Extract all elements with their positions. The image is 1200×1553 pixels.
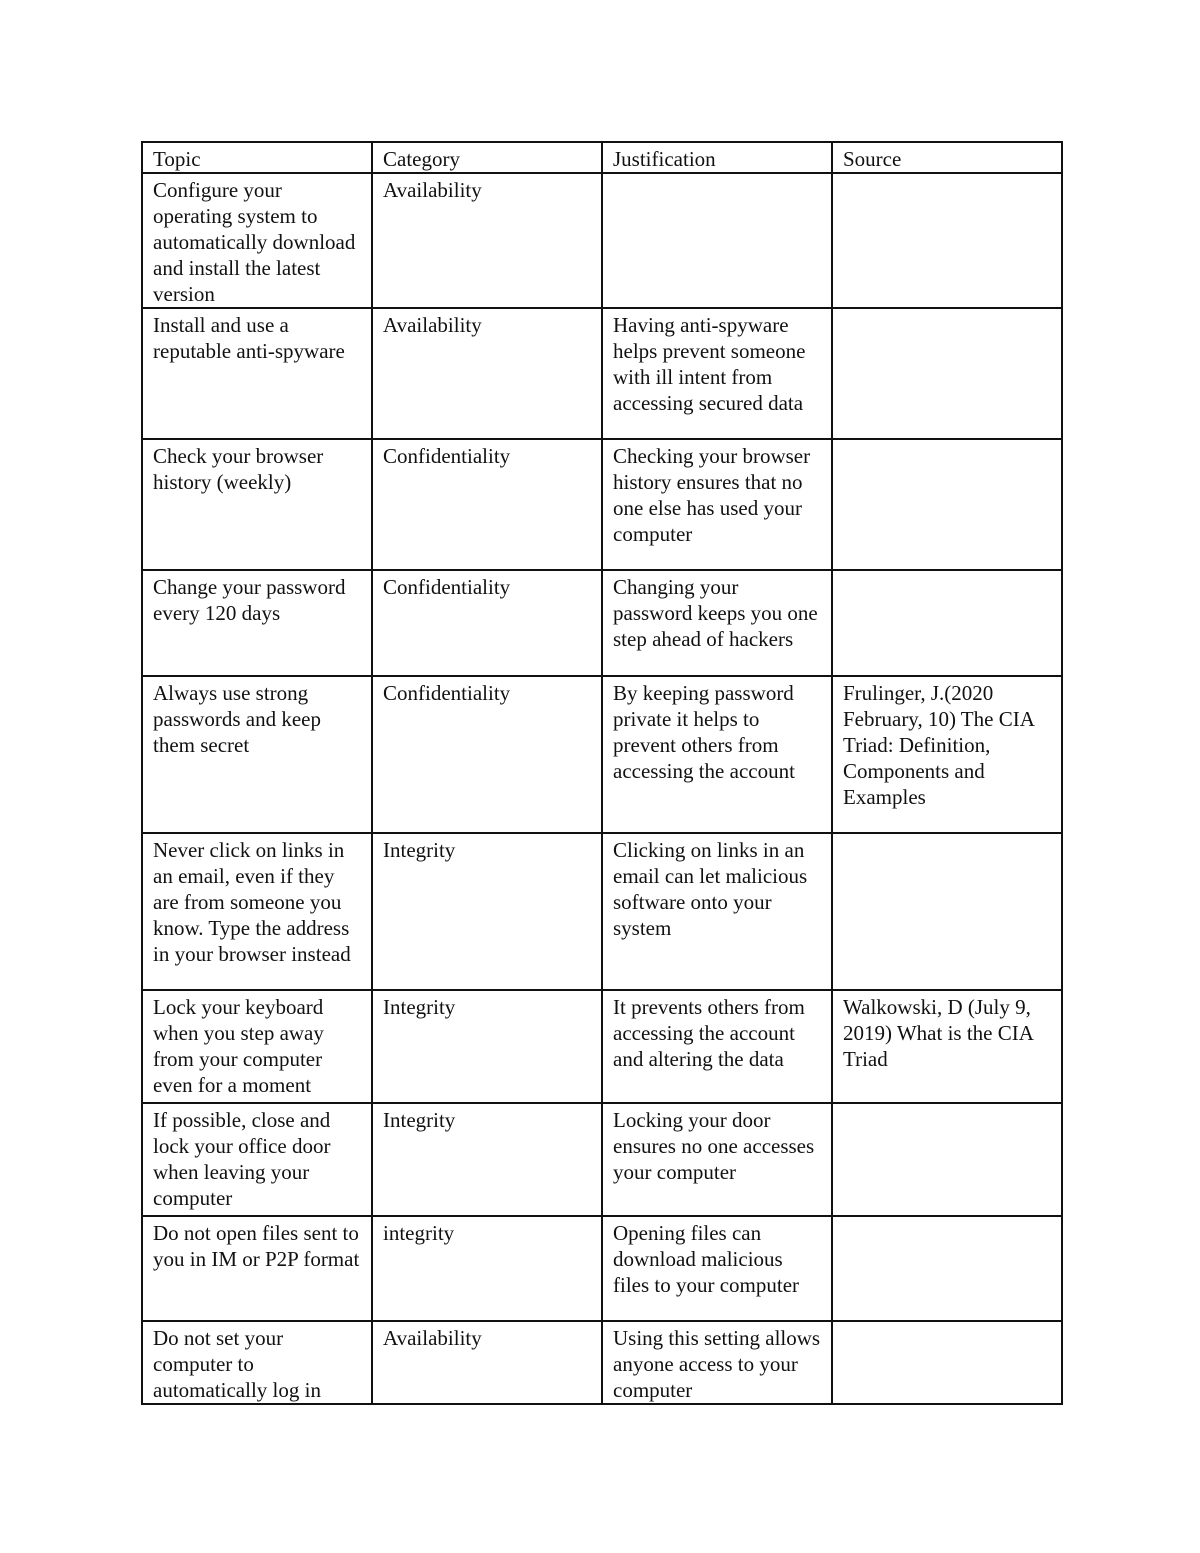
- source-cell: [832, 1321, 1062, 1404]
- category-cell: Availability: [372, 173, 602, 308]
- topic-cell: Change your password every 120 days: [142, 570, 372, 676]
- source-cell: [832, 1216, 1062, 1321]
- source-cell: [832, 1103, 1062, 1216]
- justification-cell: Checking your browser history ensures that no one else has used your computer: [602, 439, 832, 570]
- table-row: [142, 570, 1062, 676]
- topic-cell: Check your browser history (weekly): [142, 439, 372, 570]
- category-cell: Integrity: [372, 990, 602, 1103]
- header-topic: Topic: [142, 142, 372, 173]
- source-cell: Frulinger, J.(2020 February, 10) The CIA Triad: Definition, Components and Examples: [832, 676, 1062, 833]
- table-row: [142, 1103, 1062, 1216]
- justification-cell: Having anti-spyware helps prevent someone with ill intent from accessing secured data: [602, 308, 832, 439]
- topic-cell: Do not open files sent to you in IM or P2P format: [142, 1216, 372, 1321]
- topic-cell: Never click on links in an email, even if they are from someone you know. Type the address in your browser instead: [142, 833, 372, 990]
- justification-cell: [602, 173, 832, 308]
- topic-cell: If possible, close and lock your office door when leaving your computer: [142, 1103, 372, 1216]
- topic-cell: Lock your keyboard when you step away from your computer even for a moment: [142, 990, 372, 1103]
- source-cell: Walkowski, D (July 9, 2019) What is the CIA Triad: [832, 990, 1062, 1103]
- category-cell: Integrity: [372, 833, 602, 990]
- table-row: [142, 1216, 1062, 1321]
- category-cell: Availability: [372, 1321, 602, 1404]
- security-practices-table: [141, 141, 1063, 1405]
- header-source: Source: [832, 142, 1062, 173]
- category-cell: Confidentiality: [372, 439, 602, 570]
- table-row: [142, 833, 1062, 990]
- table-header-row: [142, 142, 1062, 173]
- justification-cell: Changing your password keeps you one step ahead of hackers: [602, 570, 832, 676]
- source-cell: [832, 833, 1062, 990]
- header-justification: Justification: [602, 142, 832, 173]
- source-cell: [832, 308, 1062, 439]
- justification-cell: Using this setting allows anyone access to your computer: [602, 1321, 832, 1404]
- table-row: [142, 173, 1062, 308]
- table-row: [142, 439, 1062, 570]
- table-row: [142, 1321, 1062, 1404]
- category-cell: integrity: [372, 1216, 602, 1321]
- source-cell: [832, 173, 1062, 308]
- source-cell: [832, 570, 1062, 676]
- category-cell: Confidentiality: [372, 676, 602, 833]
- category-cell: Confidentiality: [372, 570, 602, 676]
- source-cell: [832, 439, 1062, 570]
- justification-cell: Clicking on links in an email can let malicious software onto your system: [602, 833, 832, 990]
- table-row: [142, 676, 1062, 833]
- justification-cell: Locking your door ensures no one accesses your computer: [602, 1103, 832, 1216]
- header-category: Category: [372, 142, 602, 173]
- topic-cell: Install and use a reputable anti-spyware: [142, 308, 372, 439]
- table-row: [142, 990, 1062, 1103]
- category-cell: Integrity: [372, 1103, 602, 1216]
- table-row: [142, 308, 1062, 439]
- justification-cell: By keeping password private it helps to prevent others from accessing the account: [602, 676, 832, 833]
- topic-cell: Configure your operating system to automatically download and install the latest version: [142, 173, 372, 308]
- justification-cell: It prevents others from accessing the account and altering the data: [602, 990, 832, 1103]
- category-cell: Availability: [372, 308, 602, 439]
- topic-cell: Do not set your computer to automatically log in: [142, 1321, 372, 1404]
- topic-cell: Always use strong passwords and keep them secret: [142, 676, 372, 833]
- justification-cell: Opening files can download malicious files to your computer: [602, 1216, 832, 1321]
